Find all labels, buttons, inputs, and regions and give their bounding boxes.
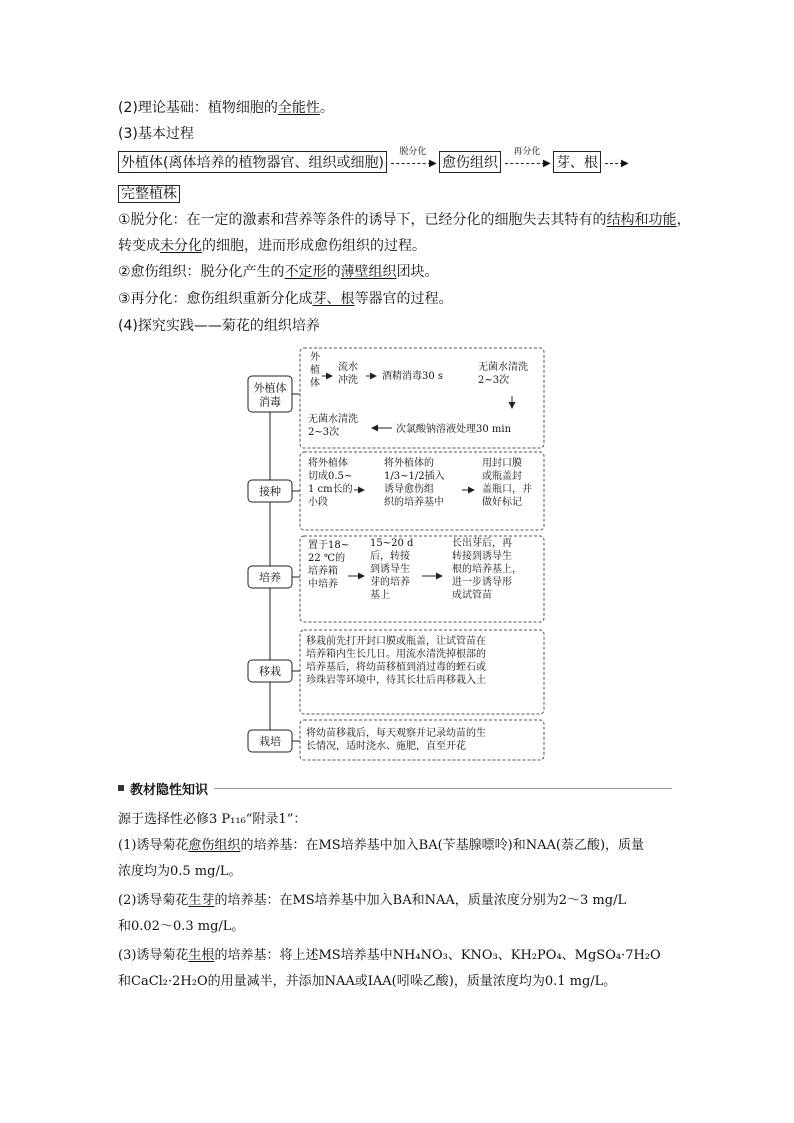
step-label-0: 外植体消毒 xyxy=(253,381,287,409)
culture-flow-diagram xyxy=(236,344,556,764)
p2d: 薄壁组织 xyxy=(340,264,397,280)
p2a: ②愈伤组织：脱分化产生的 xyxy=(118,264,285,280)
hidden-k2-line-1 xyxy=(118,891,626,911)
k2b: 生芽 xyxy=(188,893,215,908)
hidden-k2-line-2: 和0.02～0.3 mg/L。 xyxy=(118,919,245,934)
flow-plant: 完整植株 xyxy=(118,185,180,203)
step-label-3: 移栽 xyxy=(259,665,281,678)
s1-wash-1: 无菌水清洗 2~3次 xyxy=(478,362,528,386)
hidden-k1-line-1 xyxy=(118,836,644,856)
flow-rediff-label: 再分化 xyxy=(513,147,541,157)
p1f: 的细胞，进而形成愈伤组织的过程。 xyxy=(202,238,426,254)
hidden-title: 教材隐性知识 xyxy=(130,782,209,798)
flow-arrow-rediff: 再分化 ▶ xyxy=(505,152,549,172)
k1a: (1)诱导菊花 xyxy=(118,838,189,853)
p3a: ③再分化：愈伤组织重新分化成 xyxy=(118,291,313,307)
p1a: ①脱分化：在一定的激素和营养等条件的诱导下，已经分化的细胞失去其特有的 xyxy=(118,212,607,228)
hidden-k1-line-2: 浓度均为0.5 mg/L。 xyxy=(118,864,242,879)
flow-explant: 外植体(离体培养的植物器官、组织或细胞) xyxy=(118,151,387,173)
flow-buds-roots: 芽、根 xyxy=(553,151,601,173)
theory-prefix: (2)理论基础：植物细胞的 xyxy=(118,100,278,116)
hidden-k3-line-1 xyxy=(118,946,661,966)
step-label-2: 培养 xyxy=(259,571,281,584)
k2a: (2)诱导菊花 xyxy=(118,893,189,908)
s4-text: 移栽前先打开封口膜或瓶盖，让试管苗在培养箱内生长几日。用流水清洗掉根部的培养基后，将幼苗移植到消过毒的蛭石或珍珠岩等环境中，待其长壮后再移栽入土 xyxy=(306,636,486,686)
flow-callus: 愈伤组织 xyxy=(439,151,501,173)
s3-roots: 长出芽后，再转接到诱导生根的培养基上，进一步诱导形成试管苗 xyxy=(452,538,522,601)
p1d: 转变成 xyxy=(118,238,160,254)
k1c: 的培养基：在MS培养基中加入BA(苄基腺嘌呤)和NAA(萘乙酸)，质量 xyxy=(240,838,645,853)
flow-plant-line xyxy=(118,184,180,204)
s5-text: 将幼苗移栽后，每天观察并记录幼苗的生长情况，适时浇水、施肥，直至开花 xyxy=(306,728,486,752)
k3c: 的培养基：将上述MS培养基中NH₄NO₃、KNO₃、KH₂PO₄、MgSO₄·7H₂O xyxy=(214,948,661,963)
s1-hypochlorite: 次氯酸钠溶液处理30 min xyxy=(396,424,512,435)
hidden-source: 源于选择性必修3 P₁₁₆“附录1”： xyxy=(118,812,307,827)
s2-cut: 将外植体切成0.5~ 1 cm长的小段 xyxy=(308,458,353,508)
s1-explant: 外植体 xyxy=(310,352,320,389)
s1-wash-2: 无菌水清洗 2~3次 xyxy=(308,414,358,438)
point-3 xyxy=(118,289,453,309)
process-title: (3)基本过程 xyxy=(118,126,194,142)
point-4: (4)探究实践——菊花的组织培养 xyxy=(118,318,320,334)
p1b: 结构和功能 xyxy=(606,212,677,228)
flow-arrow-final: ▶ xyxy=(605,152,629,172)
step-label-1: 接种 xyxy=(259,485,281,498)
s3-buds: 15~20 d 后，转接到诱导生芽的培养基上 xyxy=(370,538,414,601)
flow-arrow-dediff: 脱分化 ▶ xyxy=(391,152,435,172)
s2-seal: 用封口膜或瓶盖封盖瓶口，并做好标记 xyxy=(482,458,532,508)
hidden-knowledge-header xyxy=(118,779,672,797)
point-1-line-2 xyxy=(118,236,426,256)
process-flow xyxy=(118,147,633,174)
theory-suffix: 。 xyxy=(319,100,334,116)
s2-insert: 将外植体的 1/3~1/2插入诱导愈伤组织的培养基中 xyxy=(384,458,445,508)
p1c: ， xyxy=(676,212,691,228)
s3-incubate: 置于18~ 22 ℃的培养箱中培养 xyxy=(308,540,350,590)
s1-alcohol: 酒精消毒30 s xyxy=(382,371,444,382)
k3a: (3)诱导菊花 xyxy=(118,948,189,963)
p1e: 未分化 xyxy=(160,238,202,254)
s1-rinse: 流水冲洗 xyxy=(338,362,358,386)
p3c: 等器官的过程。 xyxy=(354,291,453,307)
point-1-line-1 xyxy=(118,210,691,230)
theory-line xyxy=(118,98,334,118)
p2b: 不定形 xyxy=(284,264,327,280)
cultivate-box xyxy=(300,720,544,760)
k3b: 生根 xyxy=(188,948,215,963)
p2e: 团块。 xyxy=(396,264,439,280)
k1b: 愈伤组织 xyxy=(188,838,241,853)
p3b: 芽、根 xyxy=(312,291,355,307)
theory-key: 全能性 xyxy=(277,100,320,116)
k2c: 的培养基：在MS培养基中加入BA和NAA，质量浓度分别为2～3 mg/L xyxy=(214,893,627,908)
point-2 xyxy=(118,262,439,282)
hidden-k3-line-2: 和CaCl₂·2H₂O的用量减半，并添加NAA或IAA(吲哚乙酸)，质量浓度均为0.1 mg/L。 xyxy=(118,974,617,989)
p2c: 的 xyxy=(326,264,341,280)
step-label-4: 栽培 xyxy=(259,735,281,748)
flow-dediff-label: 脱分化 xyxy=(399,147,427,157)
